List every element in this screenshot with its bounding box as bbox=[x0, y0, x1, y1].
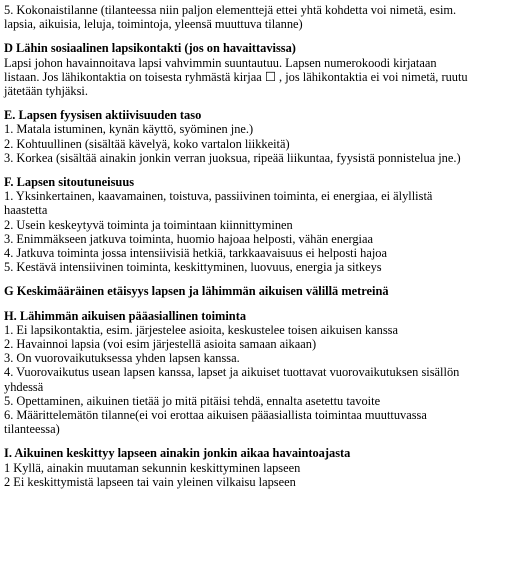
section-h bbox=[4, 309, 525, 437]
intro-section bbox=[4, 3, 525, 31]
section-e-line: 3. Korkea (sisältää ainakin jonkin verran juoksua, ripeää liikuntaa, fyysistä ponnistelua jne.) bbox=[4, 150, 461, 165]
section-e-line: 2. Kohtuullinen (sisältää kävelyä, koko vartalon liikkeitä) bbox=[4, 136, 290, 151]
section-e-heading: E. Lapsen fyysisen aktiivisuuden taso bbox=[4, 108, 202, 123]
section-i-heading: I. Aikuinen keskittyy lapseen ainakin jonkin aikaa havaintoajasta bbox=[4, 446, 351, 461]
section-h-line: 4. Vuorovaikutus usean lapsen kanssa, lapset ja aikuiset tuottavat vuorovaikutuksen sisällön bbox=[4, 365, 460, 380]
section-i-line: 2 Ei keskittymistä lapseen tai vain yleinen vilkaisu lapseen bbox=[4, 474, 296, 489]
section-f bbox=[4, 175, 525, 274]
section-i bbox=[4, 446, 525, 489]
intro-line: lapsia, aikuisia, leluja, toimintoja, yleensä muuttuva tilanne) bbox=[4, 17, 303, 32]
intro-line: 5. Kokonaistilanne (tilanteessa niin paljon elementtejä ettei yhtä kohdetta voi nimetä, esim. bbox=[4, 3, 457, 17]
section-f-line: 3. Enimmäkseen jatkuva toiminta, huomio hajoaa helposti, vähän energiaa bbox=[4, 231, 373, 246]
section-g-heading: G Keskimääräinen etäisyys lapsen ja lähimmän aikuisen välillä metreinä bbox=[4, 284, 389, 299]
section-f-line: 4. Jatkuva toiminta jossa intensiivisiä hetkiä, tarkkaavaisuus ei helposti hajoa bbox=[4, 246, 387, 261]
section-h-line: 1. Ei lapsikontaktia, esim. järjestelee asioita, keskustelee toisen aikuisen kanssa bbox=[4, 322, 398, 337]
section-d-heading: D Lähin sosiaalinen lapsikontakti (jos on havaittavissa) bbox=[4, 41, 296, 56]
section-f-line: 2. Usein keskeytyvä toiminta ja toimintaan kiinnittyminen bbox=[4, 217, 293, 232]
section-i-line: 1 Kyllä, ainakin muutaman sekunnin keskittyminen lapseen bbox=[4, 460, 301, 475]
section-f-line: 5. Kestävä intensiivinen toiminta, keskittyminen, luovuus, energia ja sitkeys bbox=[4, 260, 382, 275]
section-d-line: Lapsi johon havainnoitava lapsi vahvimmin suuntautuu. Lapsen numerokoodi kirjataan bbox=[4, 55, 437, 70]
section-h-line: 3. On vuorovaikutuksessa yhden lapsen kanssa. bbox=[4, 351, 240, 366]
section-h-line: tilanteessa) bbox=[4, 422, 60, 437]
section-d-line: listaan. Jos lähikontaktia on toisesta ryhmästä kirjaa ☐ , jos lähikontaktia ei voi nimetä, ruutu bbox=[4, 69, 468, 84]
section-h-line: 6. Määrittelemätön tilanne(ei voi erottaa aikuisen pääasiallista toimintaa muuttuvassa bbox=[4, 408, 427, 423]
section-h-line: 2. Havainnoi lapsia (voi esim järjestellä asioita samaan aikaan) bbox=[4, 337, 317, 352]
section-f-line: haastetta bbox=[4, 203, 48, 218]
section-d bbox=[4, 41, 525, 98]
section-h-heading: H. Lähimmän aikuisen pääasiallinen toiminta bbox=[4, 308, 247, 323]
section-d-line: jätetään tyhjäksi. bbox=[4, 84, 88, 99]
section-f-heading: F. Lapsen sitoutuneisuus bbox=[4, 175, 135, 190]
section-g bbox=[4, 284, 525, 298]
section-e-line: 1. Matala istuminen, kynän käyttö, syöminen jne.) bbox=[4, 122, 254, 137]
section-e bbox=[4, 108, 525, 165]
section-f-line: 1. Yksinkertainen, kaavamainen, toistuva, passiivinen toiminta, ei energiaa, ei älyllistä bbox=[4, 189, 433, 204]
section-h-line: 5. Opettaminen, aikuinen tietää jo mitä pitäisi tehdä, ennalta asetettu tavoite bbox=[4, 393, 381, 408]
section-h-line: yhdessä bbox=[4, 379, 44, 394]
